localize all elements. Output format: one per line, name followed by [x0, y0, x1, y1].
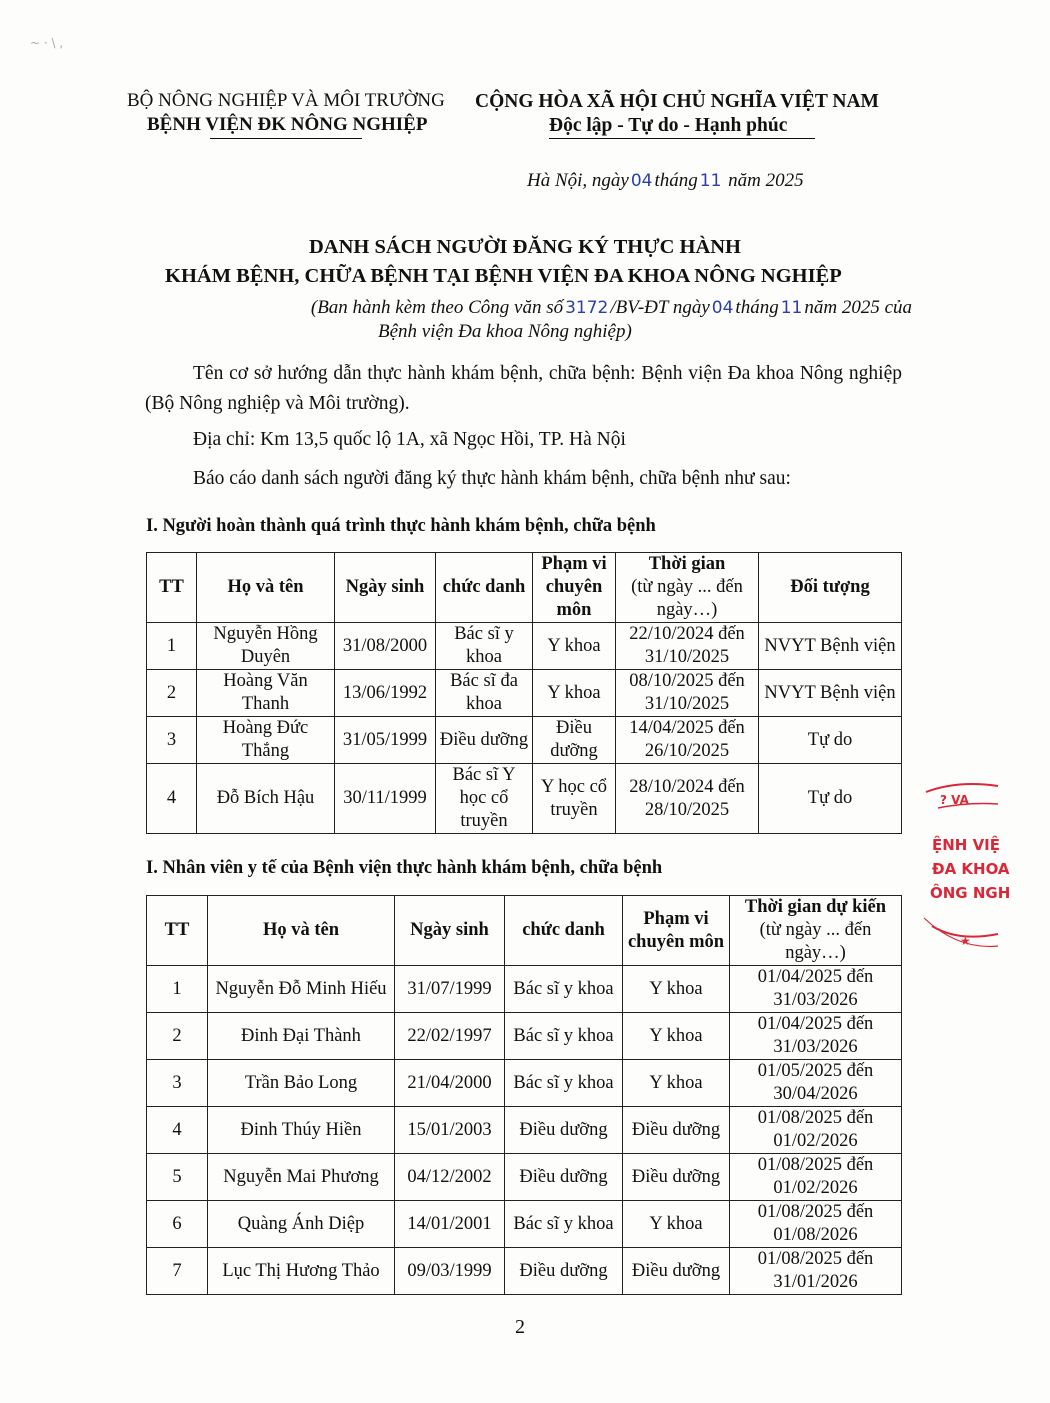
header-time: Thời gian (từ ngày ... đến ngày…)	[616, 553, 759, 623]
cell-scope: Điều dưỡng	[533, 717, 616, 764]
cell-name: Nguyễn Đỗ Minh Hiếu	[208, 966, 395, 1013]
header-scope: Phạm vi chuyên môn	[533, 553, 616, 623]
cell-scope: Y học cổ truyền	[533, 764, 616, 834]
table-row	[147, 1060, 902, 1107]
table-row	[147, 1154, 902, 1201]
place-date: Hà Nội, ngày 04 tháng 11 năm 2025	[527, 170, 804, 191]
cell-tt: 4	[147, 764, 197, 834]
header-tt: TT	[147, 553, 197, 623]
section1-title: I. Người hoàn thành quá trình thực hành khám bệnh, chữa bệnh	[146, 516, 656, 536]
cell-tt: 7	[147, 1248, 208, 1295]
cell-time: 01/04/2025 đến 31/03/2026	[730, 966, 902, 1013]
cell-scope: Điều dưỡng	[623, 1248, 730, 1295]
cell-time: 01/05/2025 đến 30/04/2026	[730, 1060, 902, 1107]
completed-practice-table	[146, 552, 902, 834]
header-target: Đối tượng	[759, 553, 902, 623]
staff-practice-table	[146, 895, 902, 1295]
cell-dob: 09/03/1999	[395, 1248, 505, 1295]
svg-text:★: ★	[960, 934, 971, 948]
cell-title: Điều dưỡng	[436, 717, 533, 764]
cell-name: Nguyễn Mai Phương	[208, 1154, 395, 1201]
table-row	[147, 1013, 902, 1060]
handwritten-doc-number: 3172	[565, 298, 609, 318]
handwritten-subtitle-month: 11	[780, 298, 803, 318]
cell-title: Bác sĩ y khoa	[505, 1201, 623, 1248]
cell-name: Nguyễn Hồng Duyên	[197, 623, 335, 670]
cell-dob: 31/08/2000	[335, 623, 436, 670]
cell-scope: Y khoa	[623, 966, 730, 1013]
motto-underline	[549, 138, 815, 139]
table-row	[147, 717, 902, 764]
cell-dob: 31/05/1999	[335, 717, 436, 764]
document-subtitle-line2: Bệnh viện Đa khoa Nông nghiệp)	[378, 321, 632, 342]
cell-name: Trần Bảo Long	[208, 1060, 395, 1107]
svg-text:ỆNH VIỆ: ỆNH VIỆ	[932, 836, 1001, 854]
cell-scope: Y khoa	[533, 623, 616, 670]
national-motto: Độc lập - Tự do - Hạnh phúc	[549, 115, 788, 136]
header-name: Họ và tên	[197, 553, 335, 623]
cell-scope: Y khoa	[623, 1060, 730, 1107]
table-header-row	[147, 553, 902, 623]
handwritten-day: 04	[630, 171, 653, 191]
cell-title: Điều dưỡng	[505, 1107, 623, 1154]
cell-title: Bác sĩ y khoa	[505, 1060, 623, 1107]
handwritten-month: 11	[699, 171, 722, 191]
table-row	[147, 1107, 902, 1154]
table-row	[147, 1248, 902, 1295]
cell-time: 01/04/2025 đến 31/03/2026	[730, 1013, 902, 1060]
page-number: 2	[515, 1316, 525, 1338]
cell-tt: 6	[147, 1201, 208, 1248]
document-subtitle: (Ban hành kèm theo Công văn số 3172 /BV-ĐT ngày 04 tháng 11 năm 2025 của	[310, 297, 912, 318]
intro-address: Địa chỉ: Km 13,5 quốc lộ 1A, xã Ngọc Hồi, TP. Hà Nội	[193, 429, 626, 450]
cell-tt: 2	[147, 670, 197, 717]
cell-scope: Điều dưỡng	[623, 1107, 730, 1154]
cell-time: 01/08/2025 đến 01/02/2026	[730, 1107, 902, 1154]
intro-facility: Tên cơ sở hướng dẫn thực hành khám bệnh, chữa bệnh: Bệnh viện Đa khoa Nông nghiệp (Bộ Nông nghiệp và Môi trường).	[145, 363, 902, 414]
cell-dob: 13/06/1992	[335, 670, 436, 717]
cell-name: Đinh Thúy Hiền	[208, 1107, 395, 1154]
cell-dob: 22/02/1997	[395, 1013, 505, 1060]
table-header-row	[147, 896, 902, 966]
cell-time: 01/08/2025 đến 31/01/2026	[730, 1248, 902, 1295]
cell-scope: Y khoa	[623, 1201, 730, 1248]
cell-tt: 2	[147, 1013, 208, 1060]
handwritten-subtitle-day: 04	[711, 298, 734, 318]
cell-name: Hoàng Đức Thắng	[197, 717, 335, 764]
cell-dob: 15/01/2003	[395, 1107, 505, 1154]
cell-time: 28/10/2024 đến 28/10/2025	[616, 764, 759, 834]
cell-name: Đỗ Bích Hậu	[197, 764, 335, 834]
cell-tt: 5	[147, 1154, 208, 1201]
header-dob: Ngày sinh	[395, 896, 505, 966]
cell-target: NVYT Bệnh viện	[759, 623, 902, 670]
cell-title: Bác sĩ y khoa	[505, 966, 623, 1013]
republic-name: CỘNG HÒA XÃ HỘI CHỦ NGHĨA VIỆT NAM	[475, 91, 879, 112]
cell-title: Bác sĩ y khoa	[505, 1013, 623, 1060]
cell-title: Bác sĩ đa khoa	[436, 670, 533, 717]
cell-tt: 4	[147, 1107, 208, 1154]
table-row	[147, 966, 902, 1013]
cell-name: Hoàng Văn Thanh	[197, 670, 335, 717]
cell-tt: 1	[147, 623, 197, 670]
table-row	[147, 1201, 902, 1248]
cell-name: Quàng Ánh Diệp	[208, 1201, 395, 1248]
cell-tt: 3	[147, 1060, 208, 1107]
cell-target: Tự do	[759, 764, 902, 834]
header-dob: Ngày sinh	[335, 553, 436, 623]
hospital-name: BỆNH VIỆN ĐK NÔNG NGHIỆP	[147, 114, 428, 135]
table-row	[147, 670, 902, 717]
header-title: chức danh	[505, 896, 623, 966]
cell-dob: 30/11/1999	[335, 764, 436, 834]
cell-title: Điều dưỡng	[505, 1154, 623, 1201]
cell-dob: 21/04/2000	[395, 1060, 505, 1107]
header-scope: Phạm vi chuyên môn	[623, 896, 730, 966]
table-row	[147, 764, 902, 834]
cell-title: Bác sĩ Y học cổ truyền	[436, 764, 533, 834]
cell-dob: 31/07/1999	[395, 966, 505, 1013]
cell-dob: 14/01/2001	[395, 1201, 505, 1248]
cell-scope: Điều dưỡng	[623, 1154, 730, 1201]
hospital-stamp-icon	[918, 750, 1011, 960]
cell-tt: 3	[147, 717, 197, 764]
section2-title: I. Nhân viên y tế của Bệnh viện thực hành khám bệnh, chữa bệnh	[146, 858, 663, 878]
hospital-underline	[210, 138, 362, 139]
ministry-name: BỘ NÔNG NGHIỆP VÀ MÔI TRƯỜNG	[127, 90, 445, 111]
cell-name: Lục Thị Hương Thảo	[208, 1248, 395, 1295]
header-time: Thời gian dự kiến (từ ngày ... đến ngày…)	[730, 896, 902, 966]
cell-name: Đinh Đại Thành	[208, 1013, 395, 1060]
cell-dob: 04/12/2002	[395, 1154, 505, 1201]
cell-time: 14/04/2025 đến 26/10/2025	[616, 717, 759, 764]
cell-time: 22/10/2024 đến 31/10/2025	[616, 623, 759, 670]
cell-target: Tự do	[759, 717, 902, 764]
header-name: Họ và tên	[208, 896, 395, 966]
cell-target: NVYT Bệnh viện	[759, 670, 902, 717]
cell-scope: Y khoa	[623, 1013, 730, 1060]
header-title: chức danh	[436, 553, 533, 623]
cell-time: 01/08/2025 đến 01/02/2026	[730, 1154, 902, 1201]
cell-scope: Y khoa	[533, 670, 616, 717]
header-tt: TT	[147, 896, 208, 966]
svg-text:ÔNG NGH: ÔNG NGH	[930, 884, 1011, 902]
cell-time: 01/08/2025 đến 01/08/2026	[730, 1201, 902, 1248]
cell-tt: 1	[147, 966, 208, 1013]
cell-title: Bác sĩ y khoa	[436, 623, 533, 670]
document-title-line2: KHÁM BỆNH, CHỮA BỆNH TẠI BỆNH VIỆN ĐA KHOA NÔNG NGHIỆP	[165, 265, 842, 287]
table-row	[147, 623, 902, 670]
svg-text:? VA: ? VA	[940, 793, 969, 807]
intro-report: Báo cáo danh sách người đăng ký thực hành khám bệnh, chữa bệnh như sau:	[193, 468, 791, 489]
scan-mark: ~ · \ ,	[30, 36, 64, 50]
cell-title: Điều dưỡng	[505, 1248, 623, 1295]
document-title-line1: DANH SÁCH NGƯỜI ĐĂNG KÝ THỰC HÀNH	[308, 236, 742, 258]
svg-text:ĐA KHOA: ĐA KHOA	[932, 860, 1010, 878]
cell-time: 08/10/2025 đến 31/10/2025	[616, 670, 759, 717]
